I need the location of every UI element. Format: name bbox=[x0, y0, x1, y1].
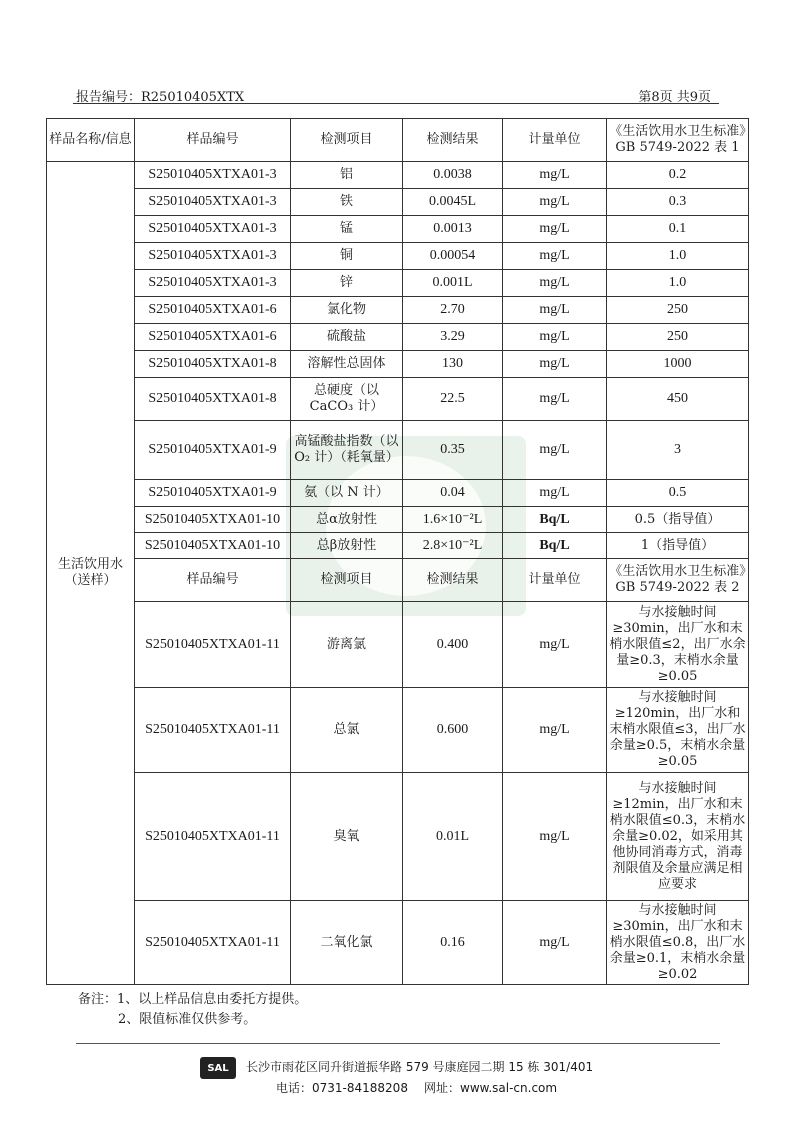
sample-info-cell: 生活饮用水（送样） bbox=[47, 162, 135, 985]
header-divider bbox=[73, 103, 719, 104]
table-row bbox=[47, 351, 749, 378]
note-2: 2、限值标准仅供参考。 bbox=[118, 1012, 257, 1027]
limit: 1000 bbox=[607, 351, 749, 378]
limit: 与水接触时间≥12min，出厂水和末梢水限值≤0.3，末梢水余量≥0.02，如采用其他协同消毒方式，消毒剂限值及余量应满足相应要求 bbox=[607, 773, 749, 901]
limit: 0.5（指导值） bbox=[607, 507, 749, 533]
table-row bbox=[47, 421, 749, 480]
subheader-unit: 计量单位 bbox=[503, 559, 607, 602]
test-result: 0.35 bbox=[403, 421, 503, 480]
sample-id: S25010405XTXA01-8 bbox=[135, 378, 291, 421]
table-header-row bbox=[47, 119, 749, 162]
footer-phone: 电话：0731-84188208 bbox=[276, 1081, 408, 1095]
col-header-sample-id: 样品编号 bbox=[135, 119, 291, 162]
sample-id: S25010405XTXA01-10 bbox=[135, 533, 291, 559]
table-row bbox=[47, 324, 749, 351]
test-item: 氨（以 N 计） bbox=[291, 480, 403, 507]
test-item: 铁 bbox=[291, 189, 403, 216]
test-result: 0.0038 bbox=[403, 162, 503, 189]
sample-id: S25010405XTXA01-11 bbox=[135, 901, 291, 985]
unit: mg/L bbox=[503, 297, 607, 324]
subheader-sample-id: 样品编号 bbox=[135, 559, 291, 602]
unit: mg/L bbox=[503, 162, 607, 189]
limit: 1.0 bbox=[607, 270, 749, 297]
page-number: 第8页 共9页 bbox=[638, 90, 711, 105]
unit: mg/L bbox=[503, 378, 607, 421]
sample-id: S25010405XTXA01-3 bbox=[135, 189, 291, 216]
unit: mg/L bbox=[503, 216, 607, 243]
table-subheader-row bbox=[47, 559, 749, 602]
company-logo: SAL bbox=[200, 1057, 236, 1079]
test-result: 1.6×10⁻²L bbox=[403, 507, 503, 533]
sample-id: S25010405XTXA01-3 bbox=[135, 162, 291, 189]
report-number: 报告编号：R25010405XTX bbox=[76, 90, 245, 105]
unit: mg/L bbox=[503, 602, 607, 688]
table-row bbox=[47, 189, 749, 216]
test-item: 臭氧 bbox=[291, 773, 403, 901]
col-header-result: 检测结果 bbox=[403, 119, 503, 162]
limit: 与水接触时间≥30min，出厂水和末梢水限值≤2，出厂水余量≥0.3，末梢水余量≥0.05 bbox=[607, 602, 749, 688]
table-row bbox=[47, 901, 749, 985]
test-item: 铜 bbox=[291, 243, 403, 270]
sample-id: S25010405XTXA01-6 bbox=[135, 324, 291, 351]
limit: 250 bbox=[607, 297, 749, 324]
sample-id: S25010405XTXA01-11 bbox=[135, 602, 291, 688]
test-item: 游离氯 bbox=[291, 602, 403, 688]
test-result: 2.8×10⁻²L bbox=[403, 533, 503, 559]
test-item: 氯化物 bbox=[291, 297, 403, 324]
table-row bbox=[47, 270, 749, 297]
footer-website: 网址：www.sal-cn.com bbox=[424, 1081, 558, 1095]
footer-address: 长沙市雨花区同升街道振华路 579 号康庭园二期 15 栋 301/401 bbox=[246, 1060, 594, 1074]
test-result: 0.00054 bbox=[403, 243, 503, 270]
limit: 1（指导值） bbox=[607, 533, 749, 559]
unit: mg/L bbox=[503, 351, 607, 378]
sample-id: S25010405XTXA01-3 bbox=[135, 243, 291, 270]
col-header-unit: 计量单位 bbox=[503, 119, 607, 162]
sample-id: S25010405XTXA01-10 bbox=[135, 507, 291, 533]
unit: mg/L bbox=[503, 688, 607, 773]
sample-id: S25010405XTXA01-3 bbox=[135, 216, 291, 243]
unit: mg/L bbox=[503, 324, 607, 351]
note-1: 备注：1、以上样品信息由委托方提供。 bbox=[78, 992, 308, 1007]
test-item: 总硬度（以 CaCO₃ 计） bbox=[291, 378, 403, 421]
unit: mg/L bbox=[503, 773, 607, 901]
test-result: 0.001L bbox=[403, 270, 503, 297]
test-result: 0.600 bbox=[403, 688, 503, 773]
unit: mg/L bbox=[503, 421, 607, 480]
test-item: 锰 bbox=[291, 216, 403, 243]
col-header-item: 检测项目 bbox=[291, 119, 403, 162]
col-header-sample-info: 样品名称/信息 bbox=[47, 119, 135, 162]
limit: 3 bbox=[607, 421, 749, 480]
unit: mg/L bbox=[503, 480, 607, 507]
table-row bbox=[47, 773, 749, 901]
table-row bbox=[47, 297, 749, 324]
test-result: 0.0045L bbox=[403, 189, 503, 216]
test-result: 0.16 bbox=[403, 901, 503, 985]
unit: Bq/L bbox=[503, 533, 607, 559]
subheader-item: 检测项目 bbox=[291, 559, 403, 602]
sample-id: S25010405XTXA01-11 bbox=[135, 688, 291, 773]
limit: 1.0 bbox=[607, 243, 749, 270]
test-item: 总α放射性 bbox=[291, 507, 403, 533]
footer-divider bbox=[76, 1043, 720, 1044]
table-row bbox=[47, 602, 749, 688]
test-item: 总氯 bbox=[291, 688, 403, 773]
limit: 450 bbox=[607, 378, 749, 421]
sample-id: S25010405XTXA01-8 bbox=[135, 351, 291, 378]
limit: 与水接触时间≥30min，出厂水和末梢水限值≤0.8，出厂水余量≥0.1，末梢水余量≥0.02 bbox=[607, 901, 749, 985]
limit: 与水接触时间≥120min，出厂水和末梢水限值≤3，出厂水余量≥0.5，末梢水余量≥0.05 bbox=[607, 688, 749, 773]
test-result: 2.70 bbox=[403, 297, 503, 324]
results-table bbox=[46, 118, 749, 985]
limit: 0.2 bbox=[607, 162, 749, 189]
test-item: 锌 bbox=[291, 270, 403, 297]
test-result: 0.400 bbox=[403, 602, 503, 688]
table-row bbox=[47, 378, 749, 421]
test-result: 0.01L bbox=[403, 773, 503, 901]
test-result: 3.29 bbox=[403, 324, 503, 351]
col-header-standard: 《生活饮用水卫生标准》GB 5749-2022 表 1 bbox=[607, 119, 749, 162]
sample-id: S25010405XTXA01-9 bbox=[135, 421, 291, 480]
test-result: 22.5 bbox=[403, 378, 503, 421]
table-row bbox=[47, 162, 749, 189]
table-row bbox=[47, 507, 749, 533]
sample-id: S25010405XTXA01-3 bbox=[135, 270, 291, 297]
test-item: 铝 bbox=[291, 162, 403, 189]
table-row bbox=[47, 533, 749, 559]
unit: mg/L bbox=[503, 189, 607, 216]
sample-id: S25010405XTXA01-6 bbox=[135, 297, 291, 324]
limit: 0.1 bbox=[607, 216, 749, 243]
sample-id: S25010405XTXA01-9 bbox=[135, 480, 291, 507]
test-result: 0.04 bbox=[403, 480, 503, 507]
test-item: 高锰酸盐指数（以 O₂ 计）（耗氧量） bbox=[291, 421, 403, 480]
limit: 0.3 bbox=[607, 189, 749, 216]
table-row bbox=[47, 216, 749, 243]
test-result: 130 bbox=[403, 351, 503, 378]
unit: mg/L bbox=[503, 243, 607, 270]
limit: 250 bbox=[607, 324, 749, 351]
subheader-result: 检测结果 bbox=[403, 559, 503, 602]
unit: mg/L bbox=[503, 901, 607, 985]
test-item: 总β放射性 bbox=[291, 533, 403, 559]
test-result: 0.0013 bbox=[403, 216, 503, 243]
unit: Bq/L bbox=[503, 507, 607, 533]
test-item: 溶解性总固体 bbox=[291, 351, 403, 378]
test-item: 硫酸盐 bbox=[291, 324, 403, 351]
sample-id: S25010405XTXA01-11 bbox=[135, 773, 291, 901]
table-row bbox=[47, 688, 749, 773]
test-item: 二氧化氯 bbox=[291, 901, 403, 985]
subheader-standard: 《生活饮用水卫生标准》GB 5749-2022 表 2 bbox=[607, 559, 749, 602]
table-row bbox=[47, 243, 749, 270]
limit: 0.5 bbox=[607, 480, 749, 507]
table-row bbox=[47, 480, 749, 507]
unit: mg/L bbox=[503, 270, 607, 297]
